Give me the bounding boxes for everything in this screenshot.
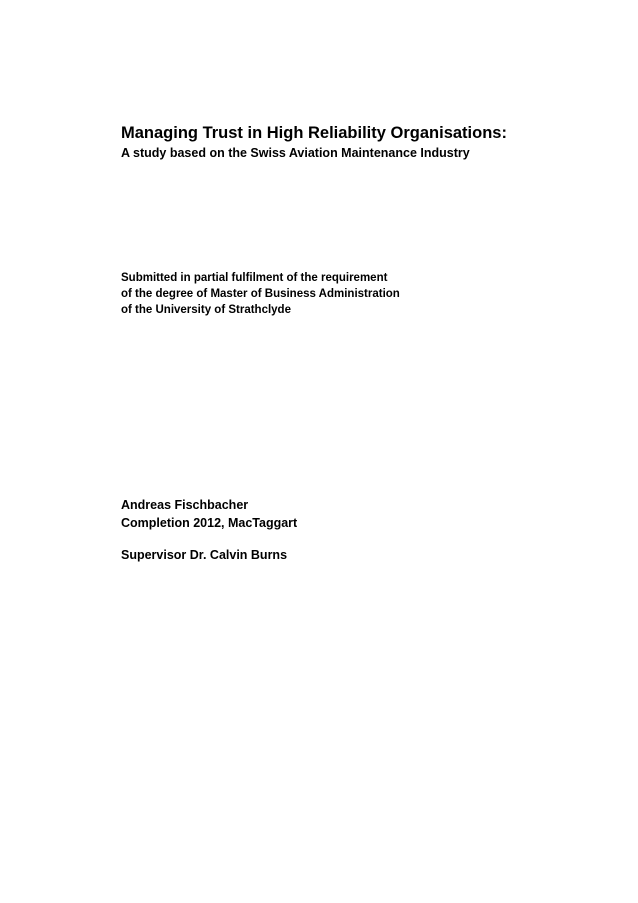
author-name: Andreas Fischbacher	[121, 498, 249, 512]
submission-line: of the University of Strathclyde	[121, 304, 291, 316]
author-block	[121, 496, 541, 564]
submission-line: of the degree of Master of Business Administration	[121, 288, 400, 300]
title-block	[121, 122, 601, 162]
completion-info: Completion 2012, MacTaggart	[121, 516, 298, 530]
thesis-title: Managing Trust in High Reliability Organisations:	[121, 124, 507, 142]
supervisor-info: Supervisor Dr. Calvin Burns	[121, 548, 288, 562]
thesis-subtitle: A study based on the Swiss Aviation Maintenance Industry	[121, 146, 470, 160]
submission-statement	[121, 270, 541, 318]
submission-line: Submitted in partial fulfilment of the requirement	[121, 272, 388, 284]
